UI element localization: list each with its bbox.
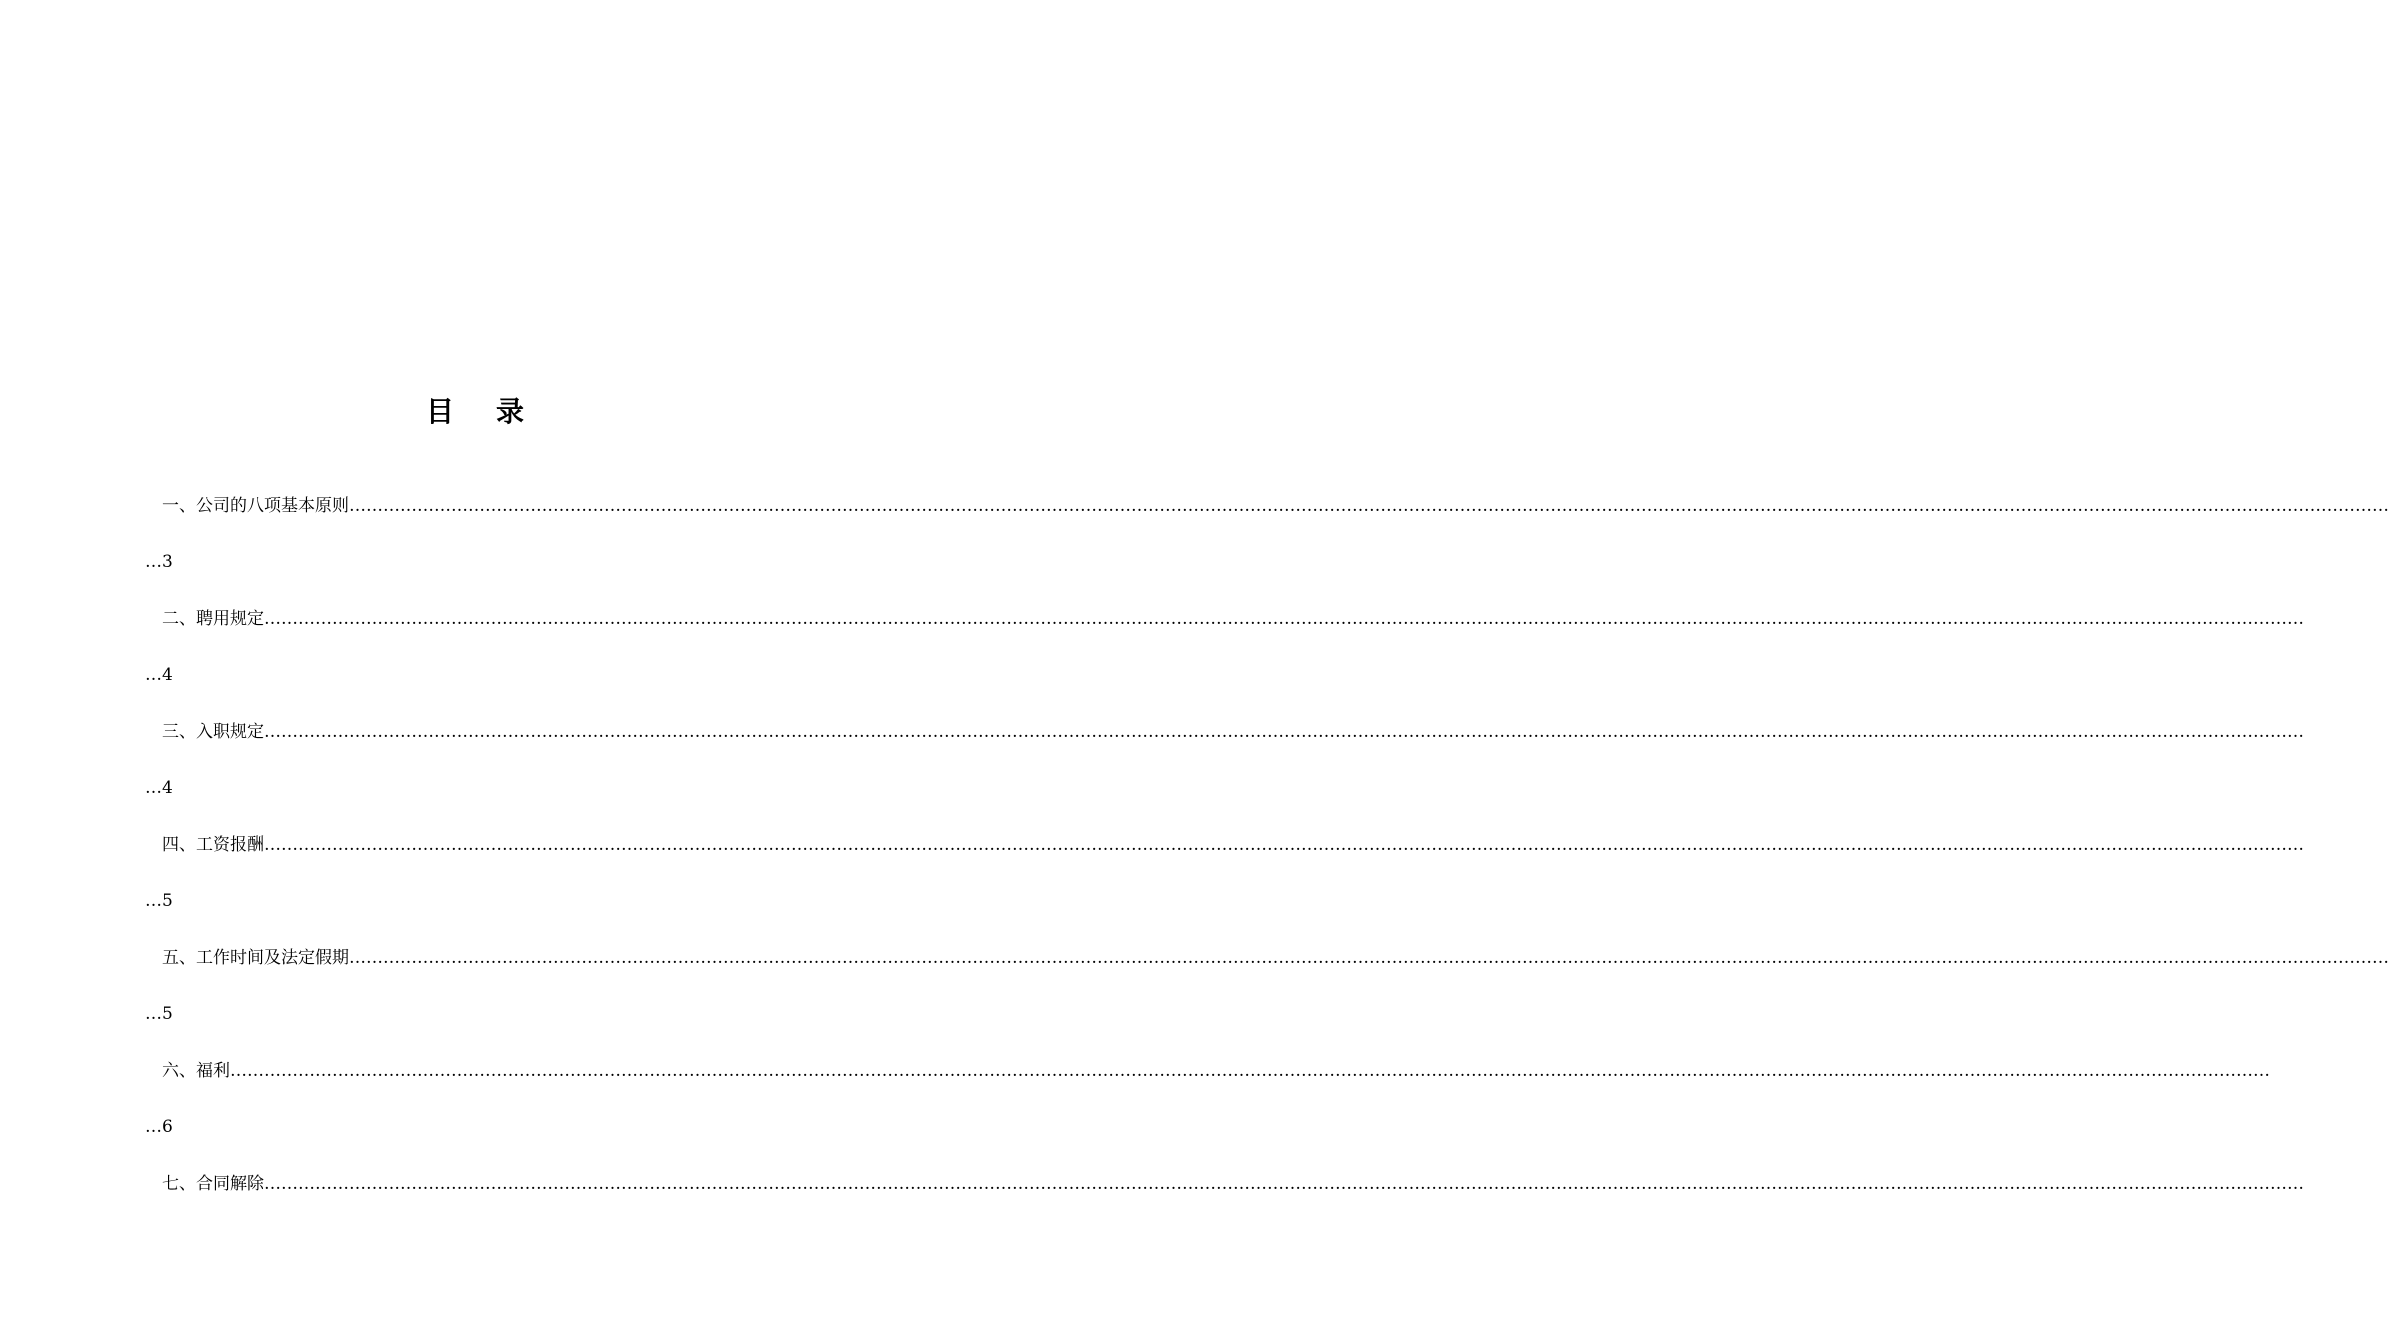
- toc-entry-6[interactable]: [162, 1059, 2270, 1083]
- toc-entry-label: 一、公司的八项基本原则: [162, 496, 349, 516]
- toc-title: [0, 392, 950, 432]
- toc-entry-2[interactable]: [162, 607, 2304, 631]
- toc-leader-dots: ………………………………………………………………………………………………………………………………………………………………………………………………………………………………………………………………………………………………………………………………: [264, 1174, 2304, 1194]
- toc-entry-label: 七、合同解除: [162, 1174, 264, 1194]
- toc-title-right: 录: [496, 395, 525, 428]
- toc-entry-1[interactable]: [162, 494, 2389, 518]
- toc-entry-label: 二、聘用规定: [162, 609, 264, 629]
- toc-leader-dots: ………………………………………………………………………………………………………………………………………………………………………………………………………………………………………………………………………………………………………………………………: [264, 722, 2304, 742]
- toc-entry-page-number: …5: [145, 891, 173, 911]
- toc-entry-3[interactable]: [162, 720, 2304, 744]
- toc-leader-dots: ………………………………………………………………………………………………………………………………………………………………………………………………………………………………………………………………………………………………………………………………: [349, 948, 2389, 968]
- toc-leader-dots: ………………………………………………………………………………………………………………………………………………………………………………………………………………………………………………………………………………………………………………………………: [349, 496, 2389, 516]
- toc-leader-dots: ………………………………………………………………………………………………………………………………………………………………………………………………………………………………………………………………………………………………………………………………: [264, 609, 2304, 629]
- toc-entry-label: 五、工作时间及法定假期: [162, 948, 349, 968]
- toc-entry-page-number: …5: [145, 1004, 173, 1024]
- toc-entry-label: 三、入职规定: [162, 722, 264, 742]
- toc-title-left: 目: [425, 395, 454, 428]
- toc-entry-page-number: …6: [145, 1117, 173, 1137]
- toc-entry-label: 六、福利: [162, 1061, 230, 1081]
- toc-entry-5[interactable]: [162, 946, 2389, 970]
- toc-leader-dots: ………………………………………………………………………………………………………………………………………………………………………………………………………………………………………………………………………………………………………………………………: [230, 1061, 2270, 1081]
- toc-entry-page-number: …4: [145, 665, 173, 685]
- toc-entry-4[interactable]: [162, 833, 2304, 857]
- toc-entry-page-number: …3: [145, 552, 173, 572]
- toc-entry-7[interactable]: [162, 1172, 2304, 1196]
- toc-leader-dots: ………………………………………………………………………………………………………………………………………………………………………………………………………………………………………………………………………………………………………………………………: [264, 835, 2304, 855]
- toc-entry-label: 四、工资报酬: [162, 835, 264, 855]
- toc-entry-page-number: …4: [145, 778, 173, 798]
